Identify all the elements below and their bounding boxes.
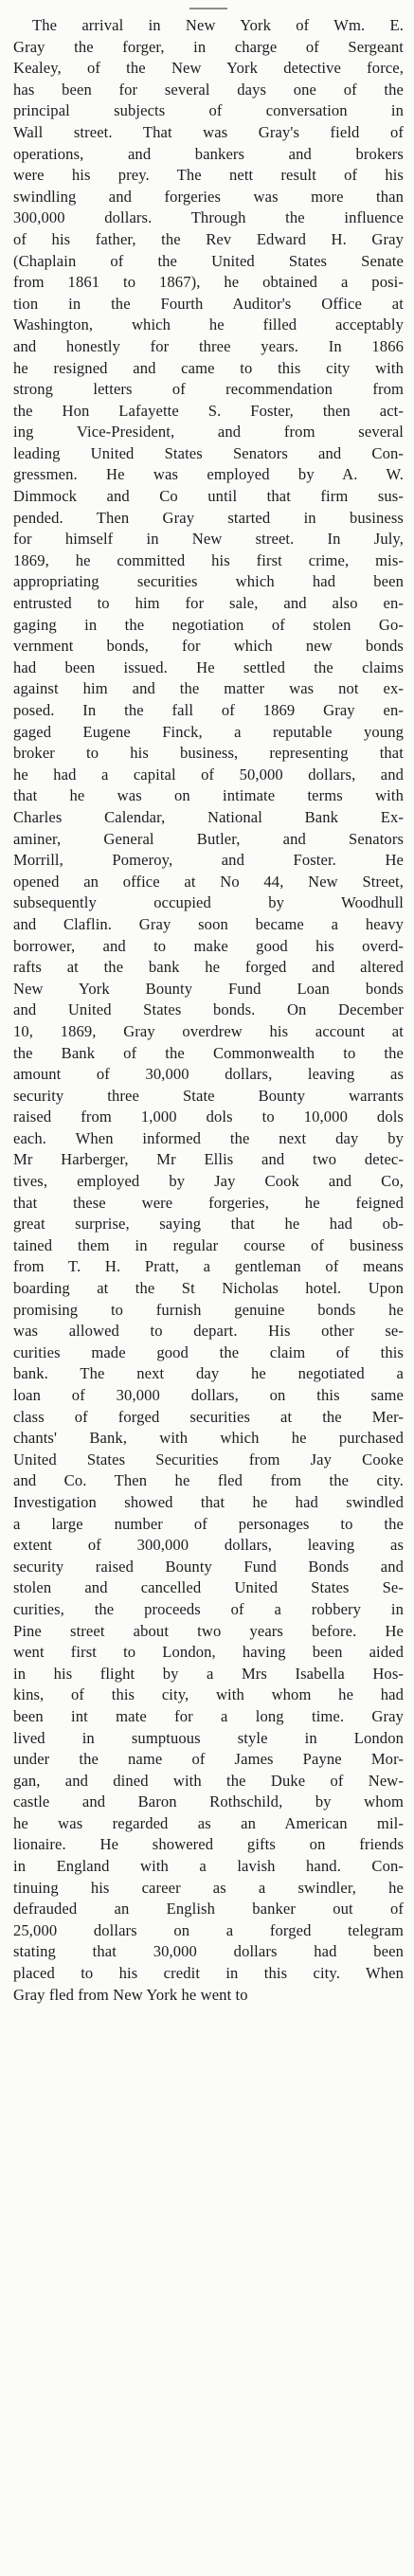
article-line: he had a capital of 50,000 dollars, and [13,765,404,784]
article-line: in his flight by a Mrs Isabella Hos- [13,1664,404,1683]
article-line: curities, the proceeds of a robbery in [13,1599,404,1618]
article-line: lived in sumptuous style in London [13,1728,404,1747]
article-line: principal subjects of conversation in [13,101,404,120]
article-line: 300,000 dollars. Through the influence [13,208,404,227]
article-line: castle and Baron Rothschild, by whom [13,1792,404,1811]
article-line: tinuing his career as a swindler, he [13,1878,404,1897]
article-line: the Bank of the Commonwealth to the [13,1043,404,1062]
article-line: a large number of personages to the [13,1514,404,1533]
article-line: 10, 1869, Gray overdrew his account at [13,1021,404,1040]
article-line: Washington, which he filled acceptably [13,315,404,334]
article-line: of his father, the Rev Edward H. Gray [13,229,404,248]
article-line: loan of 30,000 dollars, on this same [13,1386,404,1404]
article-line: tained them in regular course of business [13,1235,404,1254]
article-line: leading United States Senators and Con- [13,443,404,462]
article-line: been int mate for a long time. Gray [13,1706,404,1725]
article-line: he resigned and came to this city with [13,358,404,377]
article-line: curities made good the claim of this [13,1342,404,1361]
article-line: in England with a lavish hand. Con- [13,1857,404,1876]
article-line: tives, employed by Jay Cook and Co, [13,1172,404,1191]
article-line: each. When informed the next day by [13,1128,404,1147]
article-line: he was regarded as an American mil- [13,1813,404,1832]
article-line: aminer, General Butler, and Senators [13,829,404,848]
article-line: 25,000 dollars on a forged telegram [13,1920,404,1939]
article-line: extent of 300,000 dollars, leaving as [13,1536,404,1555]
article-line: great surprise, saying that he had ob- [13,1215,404,1234]
article-line: has been for several days one of the [13,80,404,99]
article-line: The arrival in New York of Wm. E. [32,16,404,34]
article-line: pended. Then Gray started in business [13,508,404,527]
article-line: bank. The next day he negotiated a [13,1364,404,1383]
article-line: security raised Bounty Fund Bonds and [13,1557,404,1576]
article-line: chants' Bank, with which he purchased [13,1429,404,1448]
article-line: from 1861 to 1867), he obtained a posi- [13,273,404,292]
article-line: and United States bonds. On December [13,1000,404,1019]
article-line: stating that 30,000 dollars had been [13,1942,404,1961]
article-line: 1869, he committed his first crime, mis- [13,550,404,569]
article-line: promising to furnish genuine bonds he [13,1300,404,1319]
article-line: posed. In the fall of 1869 Gray en- [13,701,404,719]
article-line: against him and the matter was not ex- [13,679,404,698]
article-line: was allowed to depart. His other se- [13,1322,404,1341]
article-line: gan, and dined with the Duke of New- [13,1771,404,1790]
article-line: opened an office at No 44, New Street, [13,872,404,891]
article-line: borrower, and to make good his overd- [13,936,404,955]
article-line: that these were forgeries, he feigned [13,1193,404,1212]
article-line: entrusted to him for sale, and also en- [13,594,404,613]
article-line: lionaire. He showered gifts on friends [13,1835,404,1854]
article-line: Charles Calendar, National Bank Ex- [13,807,404,826]
article-line: gaged Eugene Finck, a reputable young [13,722,404,741]
article-line: Morrill, Pomeroy, and Foster. He [13,851,404,870]
article-line: Gray the forger, in charge of Sergeant [13,37,404,56]
article-line: gaging in the negotiation of stolen Go- [13,615,404,634]
article-column [13,15,404,2006]
article-line: strong letters of recommendation from [13,380,404,399]
article-line: under the name of James Payne Mor- [13,1750,404,1769]
article-line: raised from 1,000 dols to 10,000 dols [13,1108,404,1126]
article-line: security three State Bounty warrants [13,1086,404,1105]
article-line: gressmen. He was employed by A. W. [13,465,404,484]
article-line: rafts at the bank he forged and altered [13,958,404,977]
article-line: and Co. Then he fled from the city. [13,1471,404,1490]
article-line: tion in the Fourth Auditor's Office at [13,294,404,313]
article-line: from T. H. Pratt, a gentleman of means [13,1257,404,1276]
article-line: boarding at the St Nicholas hotel. Upon [13,1279,404,1298]
article-line: class of forged securities at the Mer- [13,1407,404,1426]
article-line: vernment bonds, for which new bonds [13,637,404,656]
column-rule [189,0,227,9]
article-line: defrauded an English banker out of [13,1900,404,1918]
article-line: United States Securities from Jay Cooke [13,1450,404,1468]
article-line: stolen and cancelled United States Se- [13,1578,404,1597]
article-line: had been issued. He settled the claims [13,658,404,676]
article-line: Kealey, of the New York detective force, [13,59,404,78]
article-line: placed to his credit in this city. When [13,1964,404,1983]
article-line: the Hon Lafayette S. Foster, then act- [13,401,404,420]
article-line: went first to London, having been aided [13,1643,404,1662]
article-line: kins, of this city, with whom he had [13,1685,404,1704]
article-line: broker to his business, representing that [13,744,404,763]
article-line: Investigation showed that he had swindled [13,1492,404,1511]
article-line: Gray fled from New York he went to [13,1985,248,2004]
article-line: ing Vice-President, and from several [13,423,404,441]
article-line: Mr Harberger, Mr Ellis and two detec- [13,1150,404,1169]
article-line: that he was on intimate terms with [13,786,404,805]
article-line: were his prey. The nett result of his [13,166,404,185]
article-line: subsequently occupied by Woodhull [13,893,404,912]
article-line: operations, and bankers and brokers [13,144,404,163]
article-line: swindling and forgeries was more than [13,187,404,206]
article-line: amount of 30,000 dollars, leaving as [13,1065,404,1084]
article-line: for himself in New street. In July, [13,530,404,549]
article-line: (Chaplain of the United States Senate [13,251,404,270]
article-line: and Claflin. Gray soon became a heavy [13,914,404,933]
article-line: New York Bounty Fund Loan bonds [13,979,404,998]
article-line: Pine street about two years before. He [13,1621,404,1640]
article-line: Dimmock and Co until that firm sus- [13,487,404,506]
article-line: appropriating securities which had been [13,572,404,591]
article-line: Wall street. That was Gray's field of [13,122,404,141]
article-line: and honestly for three years. In 1866 [13,336,404,355]
